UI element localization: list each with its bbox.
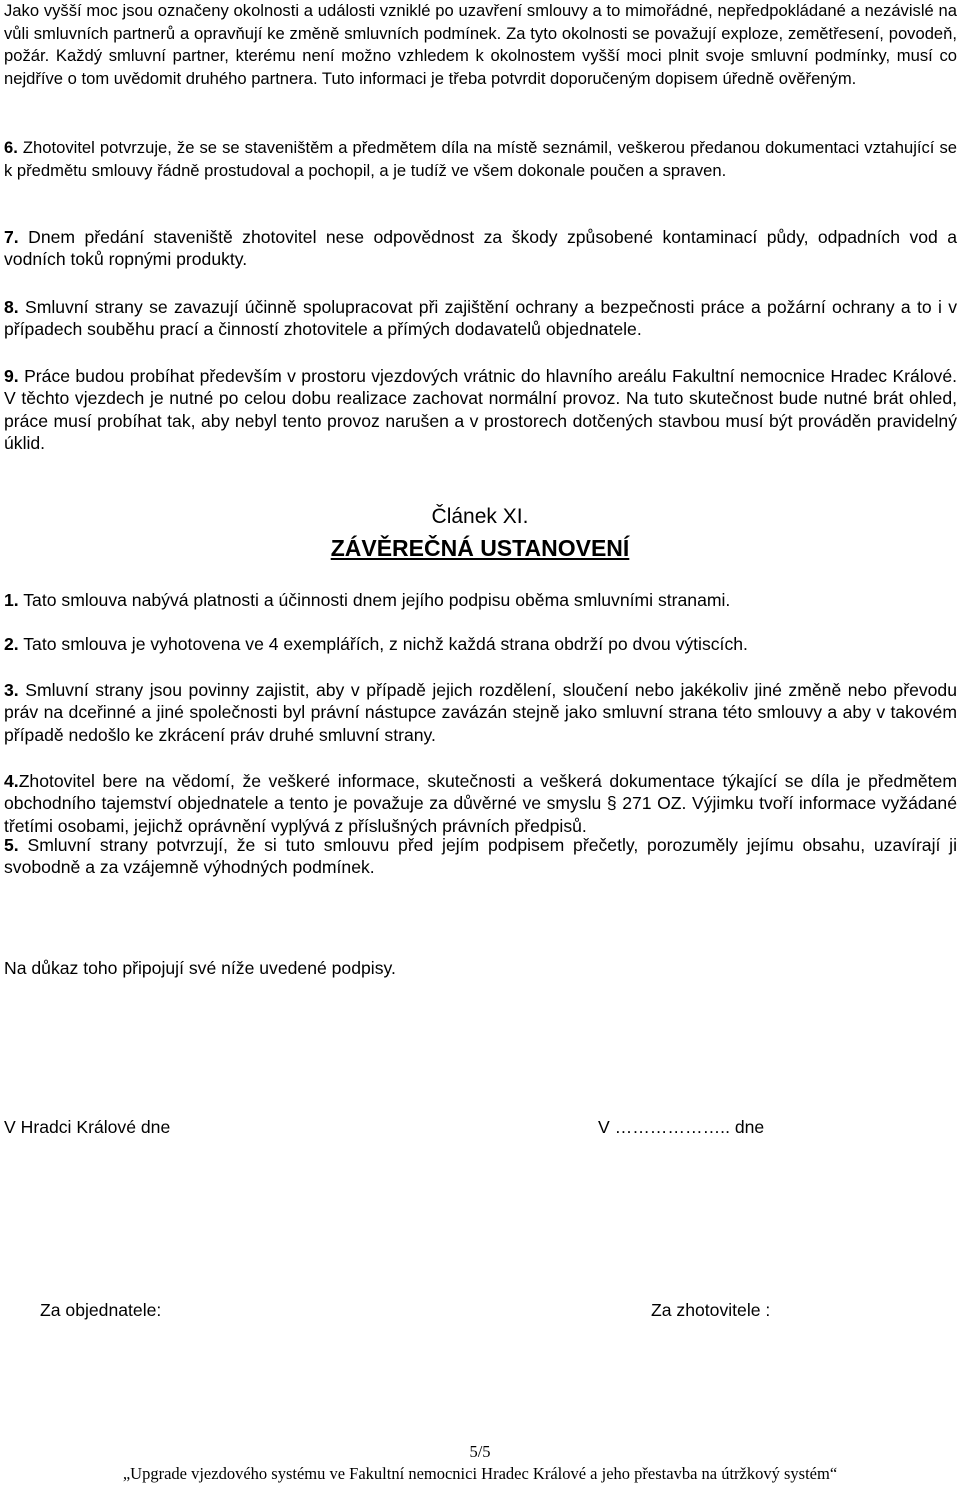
clause-text: Tato smlouva je vyhotovena ve 4 exemplářích, z nichž každá strana obdrží po dvou výtiscích. [23,634,748,654]
clause-number: 8. [4,297,19,317]
final-clause-2 [4,633,957,655]
page-number: 5/5 [469,1442,491,1461]
clause-number: 5. [4,835,19,855]
document-footer: „Upgrade vjezdového systému ve Fakultní nemocnici Hradec Králové a jeho přestavba na útržkový systém“ [122,1464,838,1483]
clause-6 [4,137,957,182]
clause-text: Dnem předání staveniště zhotovitel nese odpovědnost za škody způsobené kontaminací půdy, odpadních vod a vodních toků ropnými produkty. [4,227,958,270]
signature-contractor-label: Za zhotovitele : [651,1300,771,1320]
final-clause-4 [4,770,957,837]
clause-9 [4,365,957,455]
force-majeure-paragraph: Jako vyšší moc jsou označeny okolnosti a události vzniklé po uzavření smlouvy a to mimořádné, nepředpokládané a nezávislé na vůli smluvních partnerů a opravňují ke změně smluvních podmínek. Za tyto okolnosti se považují exploze, zemětřesení, povodeň, požár. Každý smluvní partner, kterému není možno vzhledem k okolnostem vyšší moci plnit svoje smluvní podmínky, musí co nejdříve o tom uvědomit druhého partnera. Tuto informaci je třeba potvrdit doporučeným dopisem úředně ověřeným. [4,1,957,88]
place-date-right: V ……………….. dne [598,1117,765,1137]
clause-text: Smluvní strany se zavazují účinně spolupracovat při zajištění ochrany a bezpečnosti práce a požární ochrany a to i v případech souběhu prací a činností zhotovitele a přímých dodavatelů objednatele. [4,297,958,340]
clause-number: 3. [4,680,19,700]
article-title: ZÁVĚREČNÁ USTANOVENÍ [330,535,630,561]
clause-7 [4,226,957,271]
final-clause-1 [4,589,957,611]
clause-8 [4,296,957,341]
clause-number: 4. [4,771,19,791]
clause-text: Zhotovitel potvrzuje, že se se staveništěm a předmětem díla na místě seznámil, veškerou předanou dokumentaci vztahující se k předmětu smlouvy řádně prostudoval a pochopil, a je tudíž ve všem dokonale poučen a spraven. [4,138,957,180]
final-clause-3 [4,679,957,746]
clause-number: 7. [4,227,19,247]
clause-number: 6. [4,138,18,157]
clause-text: Smluvní strany potvrzují, že si tuto smlouvu před jejím podpisem přečetly, porozuměly jejímu obsahu, uzavírají ji svobodně a za vzájemně výhodných podmínek. [4,835,957,878]
article-label: Článek XI. [431,505,529,528]
signature-client-label: Za objednatele: [40,1300,162,1320]
clause-text: Práce budou probíhat především v prostoru vjezdových vrátnic do hlavního areálu Fakultní nemocnice Hradec Králové. V těchto vjezdech je nutné po celou dobu realizace zachovat normální provoz. Na tuto skutečnost bude nutné brát ohled, práce musí probíhat tak, aby nebyl tento provoz narušen a v prostorech dotčených stavbou musí být prováděn pravidelný úklid. [4,366,957,454]
closing-statement: Na důkaz toho připojují své níže uvedené podpisy. [4,958,396,978]
clause-text: Smluvní strany jsou povinny zajistit, aby v případě jejich rozdělení, sloučení nebo jakékoliv jiné změně nebo převodu práv na dceřinné a jiné společnosti byl právní nástupce zavázán stejně jako smluvní strana této smlouvy a aby v takovém případě nedošlo ke zkrácení práv druhé smluvní strany. [4,680,958,745]
clause-number: 2. [4,634,19,654]
final-clause-5 [4,834,957,879]
clause-number: 9. [4,366,19,386]
clause-number: 1. [4,590,19,610]
clause-text: Tato smlouva nabývá platnosti a účinnosti dnem jejího podpisu oběma smluvními stranami. [23,590,731,610]
clause-text: Zhotovitel bere na vědomí, že veškeré informace, skutečnosti a veškerá dokumentace týkající se díla je předmětem obchodního tajemství objednatele a tento je považuje za důvěrné ve smyslu § 271 OZ. Výjimku tvoří informace vyžádané třetími osobami, jejichž oprávnění vyplývá z příslušných právních předpisů. [4,771,957,836]
place-date-left: V Hradci Králové dne [4,1117,171,1137]
